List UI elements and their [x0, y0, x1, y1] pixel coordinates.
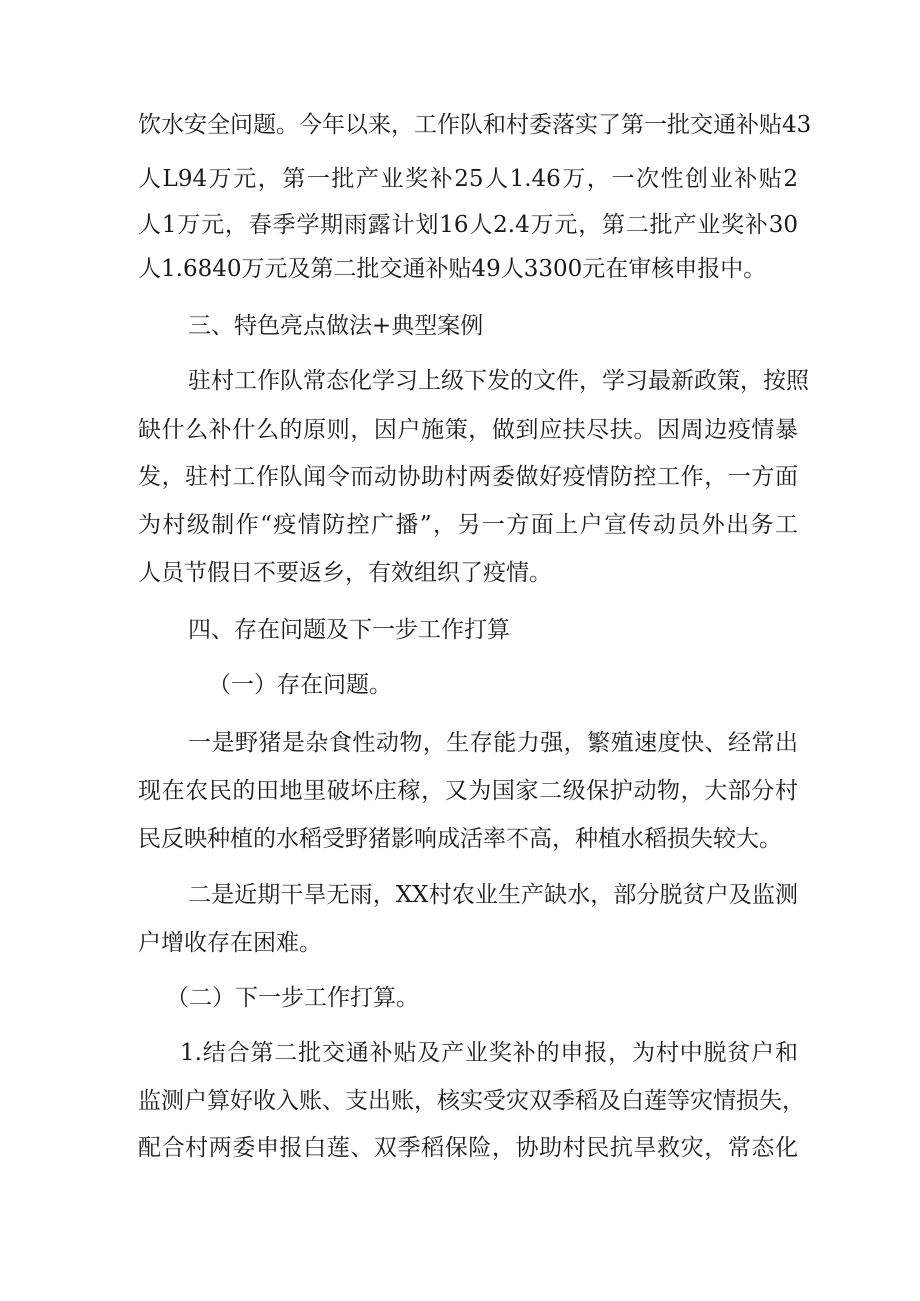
body-text-line: 人1.6840万元及第二批交通补贴49人3300元在审核申报中。	[138, 256, 767, 282]
body-text-line: 饮水安全问题。今年以来，工作队和村委落实了第一批交通补贴43	[138, 112, 812, 138]
body-text-line: 民反映种植的水稻受野猪影响成活率不高，种植水稻损失较大。	[138, 826, 782, 852]
section-heading-4: 四、存在问题及下一步工作打算	[188, 617, 510, 643]
subsection-heading-2: （二）下一步工作打算。	[166, 985, 419, 1011]
section-heading-3: 三、特色亮点做法+典型案例	[188, 313, 484, 339]
body-text-line: 配合村两委申报白莲、双季稻保险，协助村民抗旱救灾，常态化	[138, 1135, 798, 1161]
body-text-line: 现在农民的田地里破坏庄稼，又为国家二级保护动物，大部分村	[138, 778, 798, 804]
body-text-line: 发，驻村工作队闻令而动协助村两委做好疫情防控工作，一方面	[138, 464, 798, 490]
body-text-line: 人员节假日不要返乡，有效组织了疫情。	[138, 560, 552, 586]
body-text-line: 人L94万元，第一批产业奖补25人1.46万，一次性创业补贴2	[138, 166, 798, 192]
body-text-line: 一是野猪是杂食性动物，生存能力强，繁殖速度快、经常出	[188, 730, 798, 756]
body-text-line: 人1万元，春季学期雨露计划16人2.4万元，第二批产业奖补30	[138, 212, 798, 238]
body-text-line: 驻村工作队常态化学习上级下发的文件，学习最新政策，按照	[188, 368, 809, 394]
body-text-line: 户增收存在困难。	[138, 930, 322, 956]
body-text-line: 缺什么补什么的原则，因户施策，做到应扶尽扶。因周边疫情暴	[138, 417, 798, 443]
body-text-line: 为村级制作“疫情防控广播”，另一方面上户宣传动员外出务工	[138, 512, 798, 538]
subsection-heading-1: （一）存在问题。	[208, 672, 392, 698]
body-text-line: 二是近期干旱无雨，XX村农业生产缺水，部分脱贫户及监测	[188, 882, 798, 908]
body-text-line: 监测户算好收入账、支出账，核实受灾双季稻及白莲等灾情损失，	[138, 1088, 805, 1114]
body-text-line: 1.结合第二批交通补贴及产业奖补的申报，为村中脱贫户和	[180, 1040, 798, 1066]
